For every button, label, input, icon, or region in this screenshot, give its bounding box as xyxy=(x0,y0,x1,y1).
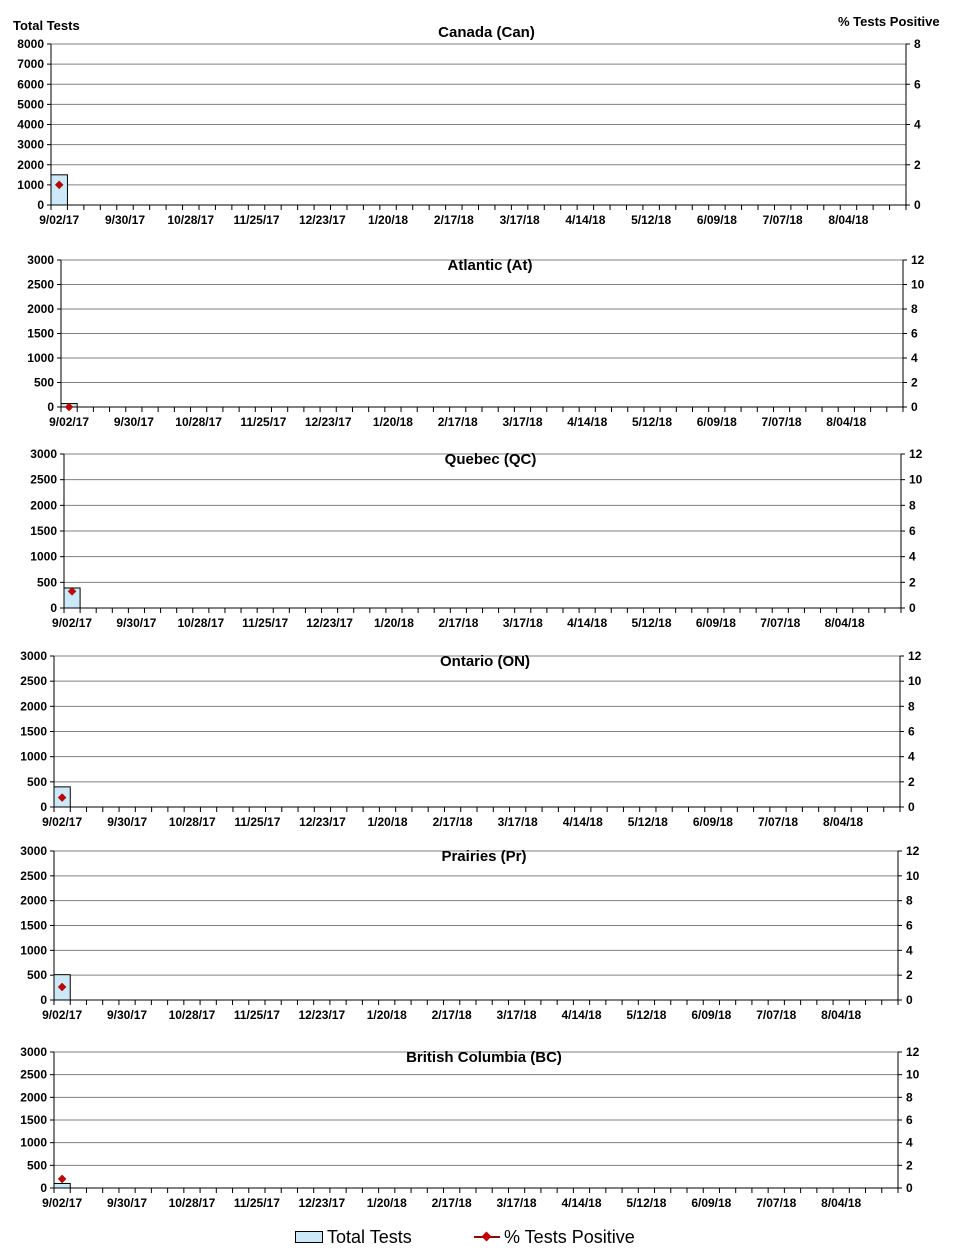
y-left-tick-label: 5000 xyxy=(17,97,44,112)
y-left-tick-label: 1000 xyxy=(17,177,44,192)
x-tick-label: 8/04/18 xyxy=(826,415,867,429)
y-left-tick-label: 6000 xyxy=(17,77,44,92)
y-right-tick-label: 4 xyxy=(909,549,916,564)
y-right-tick-label: 6 xyxy=(906,1113,913,1127)
y-left-tick-label: 1500 xyxy=(30,524,57,538)
x-tick-label: 6/09/18 xyxy=(691,1196,732,1210)
x-tick-label: 1/20/18 xyxy=(367,815,408,829)
y-right-tick-label: 8 xyxy=(906,1090,913,1105)
x-tick-label: 8/04/18 xyxy=(821,1196,862,1210)
x-tick-label: 10/28/17 xyxy=(175,415,222,429)
x-tick-label: 7/07/18 xyxy=(762,213,803,227)
y-left-tick-label: 1500 xyxy=(20,918,47,933)
chart-title: Ontario (ON) xyxy=(440,653,530,670)
x-tick-label: 9/02/17 xyxy=(52,616,93,630)
x-tick-label: 10/28/17 xyxy=(177,616,225,630)
y-right-tick-label: 2 xyxy=(906,968,913,983)
x-tick-label: 10/28/17 xyxy=(168,1196,216,1210)
y-right-tick-label: 2 xyxy=(909,575,916,590)
x-tick-label: 11/25/17 xyxy=(233,1196,280,1210)
y-left-tick-label: 2000 xyxy=(20,893,47,908)
x-tick-label: 6/09/18 xyxy=(695,616,736,630)
x-tick-label: 6/09/18 xyxy=(696,415,737,429)
marker-percent-positive xyxy=(58,1175,66,1183)
x-tick-label: 1/20/18 xyxy=(366,1008,407,1022)
y-right-tick-label: 6 xyxy=(911,326,918,341)
y-left-tick-label: 7000 xyxy=(17,57,44,72)
x-tick-label: 9/02/17 xyxy=(39,213,80,227)
x-tick-label: 6/09/18 xyxy=(692,815,733,829)
chart-title: Atlantic (At) xyxy=(447,257,533,274)
x-tick-label: 7/07/18 xyxy=(757,815,799,829)
y-left-tick-label: 1500 xyxy=(20,724,47,739)
x-tick-label: 8/04/18 xyxy=(821,1008,862,1022)
chart-panel-2 xyxy=(60,454,905,613)
y-left-tick-label: 2500 xyxy=(27,277,54,292)
x-tick-label: 2/17/18 xyxy=(433,213,474,227)
x-tick-label: 7/07/18 xyxy=(756,1008,797,1022)
y-right-tick-label: 12 xyxy=(909,447,923,461)
y-right-tick-label: 6 xyxy=(914,77,921,92)
x-tick-label: 1/20/18 xyxy=(373,616,414,630)
y-left-tick-label: 500 xyxy=(26,1158,47,1173)
y-left-tick-label: 1000 xyxy=(30,549,57,564)
x-tick-label: 10/28/17 xyxy=(168,815,216,829)
x-tick-label: 2/17/18 xyxy=(431,1008,472,1022)
x-tick-label: 3/17/18 xyxy=(502,616,543,630)
x-tick-label: 11/25/17 xyxy=(233,213,280,227)
y-left-tick-label: 2500 xyxy=(20,1067,47,1082)
x-tick-label: 12/23/17 xyxy=(299,815,346,829)
x-tick-label: 4/14/18 xyxy=(561,1008,602,1022)
x-tick-label: 7/07/18 xyxy=(760,616,801,630)
x-tick-label: 2/17/18 xyxy=(438,616,479,630)
x-tick-label: 5/12/18 xyxy=(626,1008,667,1022)
y-left-tick-label: 1000 xyxy=(20,943,47,958)
x-tick-label: 4/14/18 xyxy=(562,815,603,829)
x-tick-label: 8/04/18 xyxy=(824,616,865,630)
y-left-tick-label: 1000 xyxy=(27,351,54,365)
chart-panel-5 xyxy=(50,1052,902,1193)
y-right-tick-label: 10 xyxy=(909,472,923,487)
y-right-tick-label: 12 xyxy=(906,844,920,858)
x-tick-label: 9/30/17 xyxy=(104,213,146,227)
y-right-tick-label: 10 xyxy=(906,868,920,883)
chart-panel-0 xyxy=(47,44,910,210)
y-left-tick-label: 1000 xyxy=(20,749,47,764)
y-right-tick-label: 10 xyxy=(911,277,925,292)
y-left-tick-label: 2500 xyxy=(30,472,57,487)
x-tick-label: 9/02/17 xyxy=(42,815,83,829)
y-right-tick-label: 6 xyxy=(908,724,915,739)
y-left-tick-label: 2000 xyxy=(27,302,54,316)
x-tick-label: 8/04/18 xyxy=(823,815,864,829)
y-left-tick-label: 3000 xyxy=(27,253,54,267)
x-tick-label: 5/12/18 xyxy=(631,415,673,429)
y-right-tick-label: 8 xyxy=(906,893,913,908)
x-tick-label: 3/17/18 xyxy=(502,415,543,429)
y-right-tick-label: 4 xyxy=(908,749,915,764)
chart-panel-1 xyxy=(57,260,907,412)
y-left-tick-label: 0 xyxy=(40,800,47,814)
y-left-tick-label: 500 xyxy=(33,375,54,390)
x-tick-label: 2/17/18 xyxy=(431,1196,472,1210)
y-left-tick-label: 0 xyxy=(47,400,54,414)
x-tick-label: 9/02/17 xyxy=(42,1196,83,1210)
x-tick-label: 9/02/17 xyxy=(42,1008,83,1022)
x-tick-label: 9/30/17 xyxy=(113,415,154,429)
y-right-tick-label: 0 xyxy=(909,601,916,615)
x-tick-label: 3/17/18 xyxy=(496,1008,537,1022)
y-right-tick-label: 8 xyxy=(911,302,918,316)
y-left-tick-label: 3000 xyxy=(20,1045,47,1059)
x-tick-label: 6/09/18 xyxy=(691,1008,732,1022)
x-tick-label: 2/17/18 xyxy=(432,815,473,829)
y-left-tick-label: 2500 xyxy=(20,868,47,883)
y-right-tick-label: 8 xyxy=(909,498,916,513)
x-tick-label: 4/14/18 xyxy=(567,616,608,630)
x-tick-label: 11/25/17 xyxy=(234,815,281,829)
x-tick-label: 10/28/17 xyxy=(168,1008,216,1022)
x-tick-label: 6/09/18 xyxy=(696,213,737,227)
left-axis-header: Total Tests xyxy=(13,18,80,33)
y-right-tick-label: 6 xyxy=(906,918,913,933)
x-tick-label: 11/25/17 xyxy=(233,1008,280,1022)
y-left-tick-label: 500 xyxy=(36,575,57,590)
y-left-tick-label: 3000 xyxy=(20,649,47,663)
x-tick-label: 12/23/17 xyxy=(306,616,353,630)
legend-label-total-tests: Total Tests xyxy=(327,1226,412,1247)
y-right-tick-label: 0 xyxy=(906,993,913,1007)
y-left-tick-label: 1000 xyxy=(20,1135,47,1150)
y-left-tick-label: 4000 xyxy=(17,117,44,132)
x-tick-label: 9/30/17 xyxy=(116,616,157,630)
chart-title: Quebec (QC) xyxy=(444,451,537,468)
y-right-tick-label: 0 xyxy=(906,1181,913,1195)
x-tick-label: 9/30/17 xyxy=(107,815,148,829)
x-tick-label: 1/20/18 xyxy=(366,1196,407,1210)
y-right-tick-label: 0 xyxy=(908,800,915,814)
y-left-tick-label: 2000 xyxy=(20,1090,47,1105)
legend-label-percent-positive: % Tests Positive xyxy=(504,1226,635,1247)
x-tick-label: 10/28/17 xyxy=(167,213,215,227)
y-right-tick-label: 12 xyxy=(908,649,922,663)
x-tick-label: 12/23/17 xyxy=(298,1008,346,1022)
x-tick-label: 9/30/17 xyxy=(107,1196,148,1210)
bar-total-tests xyxy=(51,175,67,205)
legend-line-swatch xyxy=(474,1231,500,1243)
y-right-tick-label: 10 xyxy=(906,1067,920,1082)
y-right-tick-label: 10 xyxy=(908,674,922,689)
chart-panel-3 xyxy=(50,656,904,812)
y-left-tick-label: 0 xyxy=(40,1181,47,1195)
x-tick-label: 4/14/18 xyxy=(567,415,608,429)
bar-total-tests xyxy=(54,1183,70,1188)
x-tick-label: 4/14/18 xyxy=(565,213,606,227)
y-left-tick-label: 2000 xyxy=(30,498,57,513)
legend-bar-swatch xyxy=(295,1231,323,1243)
y-left-tick-label: 0 xyxy=(50,601,57,615)
x-tick-label: 12/23/17 xyxy=(304,415,352,429)
y-right-tick-label: 0 xyxy=(914,198,921,212)
y-left-tick-label: 3000 xyxy=(17,137,44,152)
y-right-tick-label: 2 xyxy=(906,1158,913,1173)
chart-title: British Columbia (BC) xyxy=(406,1049,562,1066)
x-tick-label: 1/20/18 xyxy=(372,415,413,429)
y-right-tick-label: 8 xyxy=(914,37,921,51)
y-left-tick-label: 2000 xyxy=(20,699,47,714)
y-right-tick-label: 0 xyxy=(911,400,918,414)
y-left-tick-label: 3000 xyxy=(30,447,57,461)
y-right-tick-label: 4 xyxy=(906,1135,913,1150)
y-right-tick-label: 12 xyxy=(906,1045,920,1059)
y-right-tick-label: 6 xyxy=(909,524,916,538)
x-tick-label: 7/07/18 xyxy=(756,1196,797,1210)
x-tick-label: 1/20/18 xyxy=(368,213,409,227)
legend-item-percent-positive xyxy=(474,1226,635,1248)
y-right-tick-label: 12 xyxy=(911,253,925,267)
y-left-tick-label: 1500 xyxy=(20,1113,47,1127)
y-left-tick-label: 1500 xyxy=(27,326,54,341)
x-tick-label: 9/02/17 xyxy=(49,415,90,429)
x-tick-label: 9/30/17 xyxy=(107,1008,148,1022)
y-left-tick-label: 2500 xyxy=(20,674,47,689)
x-tick-label: 11/25/17 xyxy=(242,616,289,630)
x-tick-label: 3/17/18 xyxy=(496,1196,537,1210)
y-right-tick-label: 4 xyxy=(914,117,921,132)
x-tick-label: 12/23/17 xyxy=(298,1196,346,1210)
chart-title: Prairies (Pr) xyxy=(441,848,527,865)
y-left-tick-label: 2000 xyxy=(17,157,44,172)
y-right-tick-label: 2 xyxy=(914,157,921,172)
x-tick-label: 7/07/18 xyxy=(761,415,802,429)
x-tick-label: 3/17/18 xyxy=(497,815,538,829)
y-right-tick-label: 2 xyxy=(911,375,918,390)
y-right-tick-label: 4 xyxy=(911,351,918,365)
legend-item-total-tests xyxy=(295,1226,412,1248)
x-tick-label: 5/12/18 xyxy=(626,1196,667,1210)
y-left-tick-label: 500 xyxy=(26,774,47,789)
y-left-tick-label: 3000 xyxy=(20,844,47,858)
x-tick-label: 5/12/18 xyxy=(631,213,672,227)
x-tick-label: 3/17/18 xyxy=(499,213,540,227)
y-left-tick-label: 0 xyxy=(37,198,44,212)
y-left-tick-label: 0 xyxy=(40,993,47,1007)
y-right-tick-label: 2 xyxy=(908,774,915,789)
y-right-tick-label: 4 xyxy=(906,943,913,958)
x-tick-label: 11/25/17 xyxy=(240,415,287,429)
y-left-tick-label: 8000 xyxy=(17,37,44,51)
chart-title: Canada (Can) xyxy=(438,24,535,41)
x-tick-label: 2/17/18 xyxy=(437,415,478,429)
right-axis-header: % Tests Positive xyxy=(838,14,940,29)
x-tick-label: 4/14/18 xyxy=(561,1196,602,1210)
y-left-tick-label: 500 xyxy=(26,968,47,983)
x-tick-label: 5/12/18 xyxy=(631,616,672,630)
chart-panel-4 xyxy=(50,851,902,1005)
x-tick-label: 5/12/18 xyxy=(627,815,668,829)
x-tick-label: 12/23/17 xyxy=(298,213,346,227)
y-right-tick-label: 8 xyxy=(908,699,915,714)
x-tick-label: 8/04/18 xyxy=(828,213,869,227)
legend xyxy=(0,1226,959,1250)
